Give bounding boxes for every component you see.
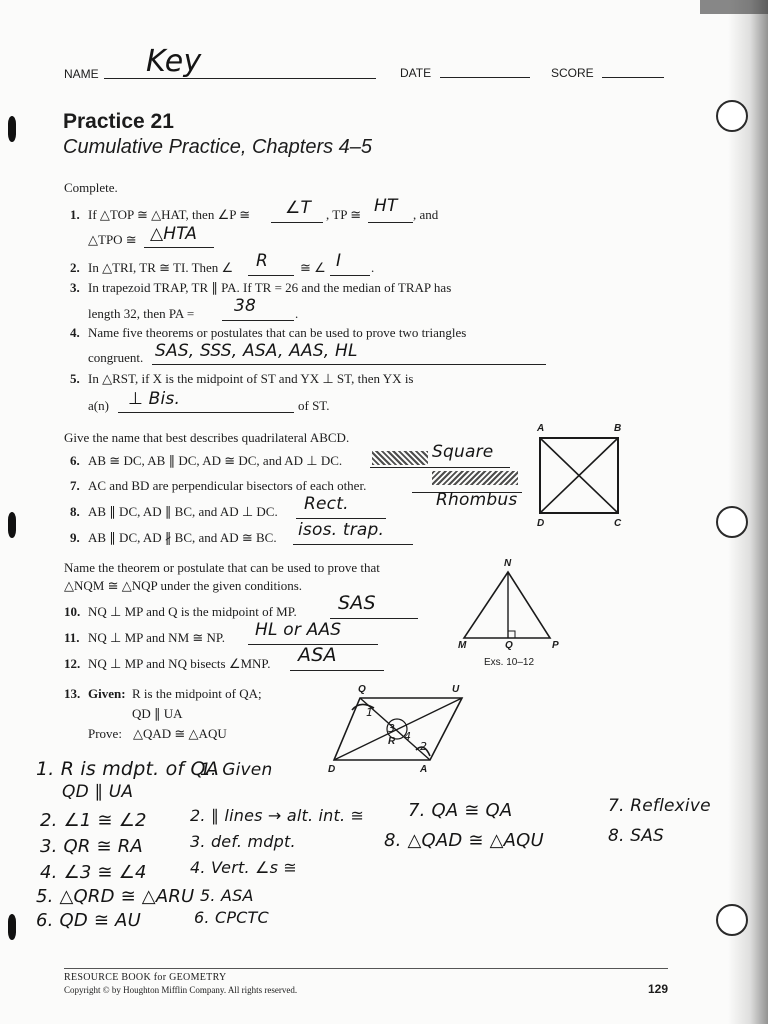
q6-number: 6. bbox=[70, 453, 80, 468]
vertex-label-q: Q bbox=[358, 684, 366, 695]
q10-answer: SAS bbox=[338, 592, 376, 614]
q6-scribble bbox=[372, 451, 428, 465]
q12-answer: ASA bbox=[298, 644, 337, 666]
point-label-r: R bbox=[388, 736, 396, 747]
vertex-label-c: C bbox=[614, 518, 622, 529]
q7-number: 7. bbox=[70, 478, 80, 493]
q1-answer-1: ∠T bbox=[285, 198, 312, 218]
vertex-label-d: D bbox=[328, 764, 336, 775]
q1-blank-2 bbox=[368, 222, 413, 223]
q11-text: NQ ⊥ MP and NM ≅ NP. bbox=[88, 630, 225, 645]
section-theorem-instruction-1: Name the theorem or postulate that can be used to prove that bbox=[64, 560, 380, 575]
proof-step-3-reason: 3. def. mdpt. bbox=[190, 832, 296, 851]
q13-given-2: QD ∥ UA bbox=[132, 706, 183, 721]
q4-line2: congruent. bbox=[88, 350, 144, 365]
proof-step-3-statement: 3. QR ≅ RA bbox=[40, 836, 143, 857]
q8-answer: Rect. bbox=[304, 494, 349, 514]
proof-step-8-statement: 8. △QAD ≅ △AQU bbox=[384, 830, 544, 851]
q11-answer: HL or AAS bbox=[255, 620, 342, 640]
q5-number: 5. bbox=[70, 371, 80, 386]
proof-step-8-reason: 8. SAS bbox=[608, 826, 665, 846]
vertex-label-a: A bbox=[537, 423, 545, 434]
proof-step-7-reason: 7. Reflexive bbox=[608, 796, 711, 816]
q13-given-label: Given: bbox=[88, 686, 126, 701]
q1-tail: , and bbox=[413, 207, 439, 222]
vertex-label-p: P bbox=[552, 640, 559, 651]
name-label: NAME bbox=[64, 67, 99, 81]
proof-step-5-statement: 5. △QRD ≅ △ARU bbox=[36, 886, 195, 907]
square-diagram bbox=[530, 430, 626, 518]
footer-rule bbox=[64, 968, 668, 969]
q2-answer-1: R bbox=[256, 251, 269, 271]
q9-text: AB ∥ DC, AD ∦ BC, and AD ≅ BC. bbox=[88, 530, 277, 545]
q7-answer: Rhombus bbox=[436, 490, 518, 510]
q2-mid: ≅ ∠ bbox=[300, 260, 326, 275]
q4-answer: SAS, SSS, ASA, AAS, HL bbox=[155, 341, 358, 361]
page-subtitle: Cumulative Practice, Chapters 4–5 bbox=[63, 136, 373, 158]
footer-copyright: Copyright © by Houghton Mifflin Company. All rights reserved. bbox=[64, 985, 298, 995]
q9-blank bbox=[293, 544, 413, 545]
q13-number: 13. bbox=[64, 686, 81, 701]
proof-step-2-reason: 2. ∥ lines → alt. int. ≅ bbox=[190, 806, 365, 825]
q4-text: Name five theorems or postulates that can be used to prove two triangles bbox=[88, 325, 467, 340]
q1-blank-3 bbox=[144, 247, 214, 248]
q3-blank bbox=[222, 320, 294, 321]
q6-blank bbox=[370, 467, 510, 468]
footer-book-title: RESOURCE BOOK for GEOMETRY bbox=[64, 972, 227, 983]
vertex-label-u: U bbox=[452, 684, 460, 695]
proof-step-4-reason: 4. Vert. ∠s ≅ bbox=[190, 858, 297, 877]
q10-blank bbox=[330, 618, 418, 619]
page-number: 129 bbox=[648, 982, 669, 996]
q8-text: AB ∥ DC, AD ∥ BC, and AD ⊥ DC. bbox=[88, 504, 278, 519]
binder-hole bbox=[716, 904, 748, 936]
angle-label-4: 4 bbox=[404, 730, 412, 743]
vertex-label-d: D bbox=[537, 518, 545, 529]
q5-blank bbox=[118, 412, 294, 413]
proof-step-1b-statement: QD ∥ UA bbox=[62, 782, 134, 802]
q10-number: 10. bbox=[64, 604, 81, 619]
date-line bbox=[440, 77, 530, 78]
vertex-label-q: Q bbox=[505, 640, 513, 651]
q12-number: 12. bbox=[64, 656, 81, 671]
q1-answer-3: △HTA bbox=[150, 224, 198, 244]
vertex-label-n: N bbox=[504, 558, 512, 569]
q1-answer-2: HT bbox=[374, 196, 398, 216]
q1-number: 1. bbox=[70, 207, 80, 222]
q3-number: 3. bbox=[70, 280, 80, 295]
name-value: Key bbox=[146, 44, 202, 79]
q3-text: In trapezoid TRAP, TR ∥ PA. If TR = 26 and the median of TRAP has bbox=[88, 280, 452, 295]
q10-text: NQ ⊥ MP and Q is the midpoint of MP. bbox=[88, 604, 297, 619]
q1-mid: , TP ≅ bbox=[326, 207, 362, 222]
score-label: SCORE bbox=[551, 66, 594, 80]
q7-text: AC and BD are perpendicular bisectors of each other. bbox=[88, 478, 367, 493]
vertex-label-m: M bbox=[458, 640, 467, 651]
q13-given-1: R is the midpoint of QA; bbox=[132, 686, 262, 701]
proof-step-6-statement: 6. QD ≅ AU bbox=[36, 910, 141, 931]
binder-hole bbox=[716, 100, 748, 132]
q2-text: In △TRI, TR ≅ TI. Then ∠ bbox=[88, 260, 234, 275]
vertex-label-a: A bbox=[420, 764, 428, 775]
instruction-complete: Complete. bbox=[64, 180, 118, 195]
q1-text: If △TOP ≅ △HAT, then ∠P ≅ bbox=[88, 207, 251, 222]
angle-label-1: 1 bbox=[366, 706, 374, 719]
q13-prove: △QAD ≅ △AQU bbox=[133, 726, 227, 741]
date-label: DATE bbox=[400, 66, 432, 80]
q1-line2: △TPO ≅ bbox=[88, 232, 137, 247]
score-line bbox=[602, 77, 664, 78]
q6-text: AB ≅ DC, AB ∥ DC, AD ≅ DC, and AD ⊥ DC. bbox=[88, 453, 343, 468]
proof-step-7-statement: 7. QA ≅ QA bbox=[408, 800, 513, 821]
proof-step-6-reason: 6. CPCTC bbox=[194, 908, 269, 927]
q9-number: 9. bbox=[70, 530, 80, 545]
q8-blank bbox=[296, 518, 386, 519]
q11-number: 11. bbox=[64, 630, 80, 645]
q6-answer: Square bbox=[432, 442, 494, 462]
binder-mark bbox=[8, 512, 16, 538]
section-theorem-instruction-2: △NQM ≅ △NQP under the given conditions. bbox=[64, 578, 303, 593]
q3-line2: length 32, then PA = bbox=[88, 306, 195, 321]
q2-tail: . bbox=[371, 260, 375, 275]
scan-edge-corner bbox=[700, 0, 768, 14]
q4-blank bbox=[152, 364, 546, 365]
q2-number: 2. bbox=[70, 260, 80, 275]
triangle-diagram bbox=[458, 568, 558, 648]
q12-text: NQ ⊥ MP and NQ bisects ∠MNP. bbox=[88, 656, 271, 671]
q9-answer: isos. trap. bbox=[298, 520, 385, 540]
q5-tail: of ST. bbox=[298, 398, 330, 413]
q3-tail: . bbox=[295, 306, 299, 321]
q5-answer: ⊥ Bis. bbox=[128, 389, 181, 409]
binder-mark bbox=[8, 116, 16, 142]
binder-hole bbox=[716, 506, 748, 538]
q2-answer-2: I bbox=[336, 251, 342, 271]
proof-step-4-statement: 4. ∠3 ≅ ∠4 bbox=[40, 862, 147, 883]
q3-answer: 38 bbox=[234, 296, 257, 316]
figure-caption: Exs. 10–12 bbox=[484, 657, 535, 668]
q13-prove-label: Prove: bbox=[88, 726, 122, 741]
proof-step-1-reason: 1. Given bbox=[200, 760, 273, 780]
q1-blank-1 bbox=[271, 222, 323, 223]
q2-blank-1 bbox=[248, 275, 294, 276]
proof-step-5-reason: 5. ASA bbox=[200, 886, 254, 905]
proof-step-2-statement: 2. ∠1 ≅ ∠2 bbox=[40, 810, 147, 831]
q5-text: In △RST, if X is the midpoint of ST and YX ⊥ ST, then YX is bbox=[88, 371, 414, 386]
page-title: Practice 21 bbox=[63, 110, 174, 133]
q7-scribble bbox=[432, 471, 518, 485]
angle-label-3: 3 bbox=[388, 722, 396, 735]
q12-blank bbox=[290, 670, 384, 671]
q2-blank-2 bbox=[330, 275, 370, 276]
q4-number: 4. bbox=[70, 325, 80, 340]
section-quadrilateral-instruction: Give the name that best describes quadrilateral ABCD. bbox=[64, 430, 350, 445]
name-line bbox=[104, 78, 376, 79]
binder-mark bbox=[8, 914, 16, 940]
q8-number: 8. bbox=[70, 504, 80, 519]
vertex-label-b: B bbox=[614, 423, 622, 434]
angle-label-2: 2 bbox=[420, 740, 428, 753]
q5-line2: a(n) bbox=[88, 398, 109, 413]
proof-step-1-statement: 1. R is mdpt. of QA bbox=[36, 758, 219, 780]
